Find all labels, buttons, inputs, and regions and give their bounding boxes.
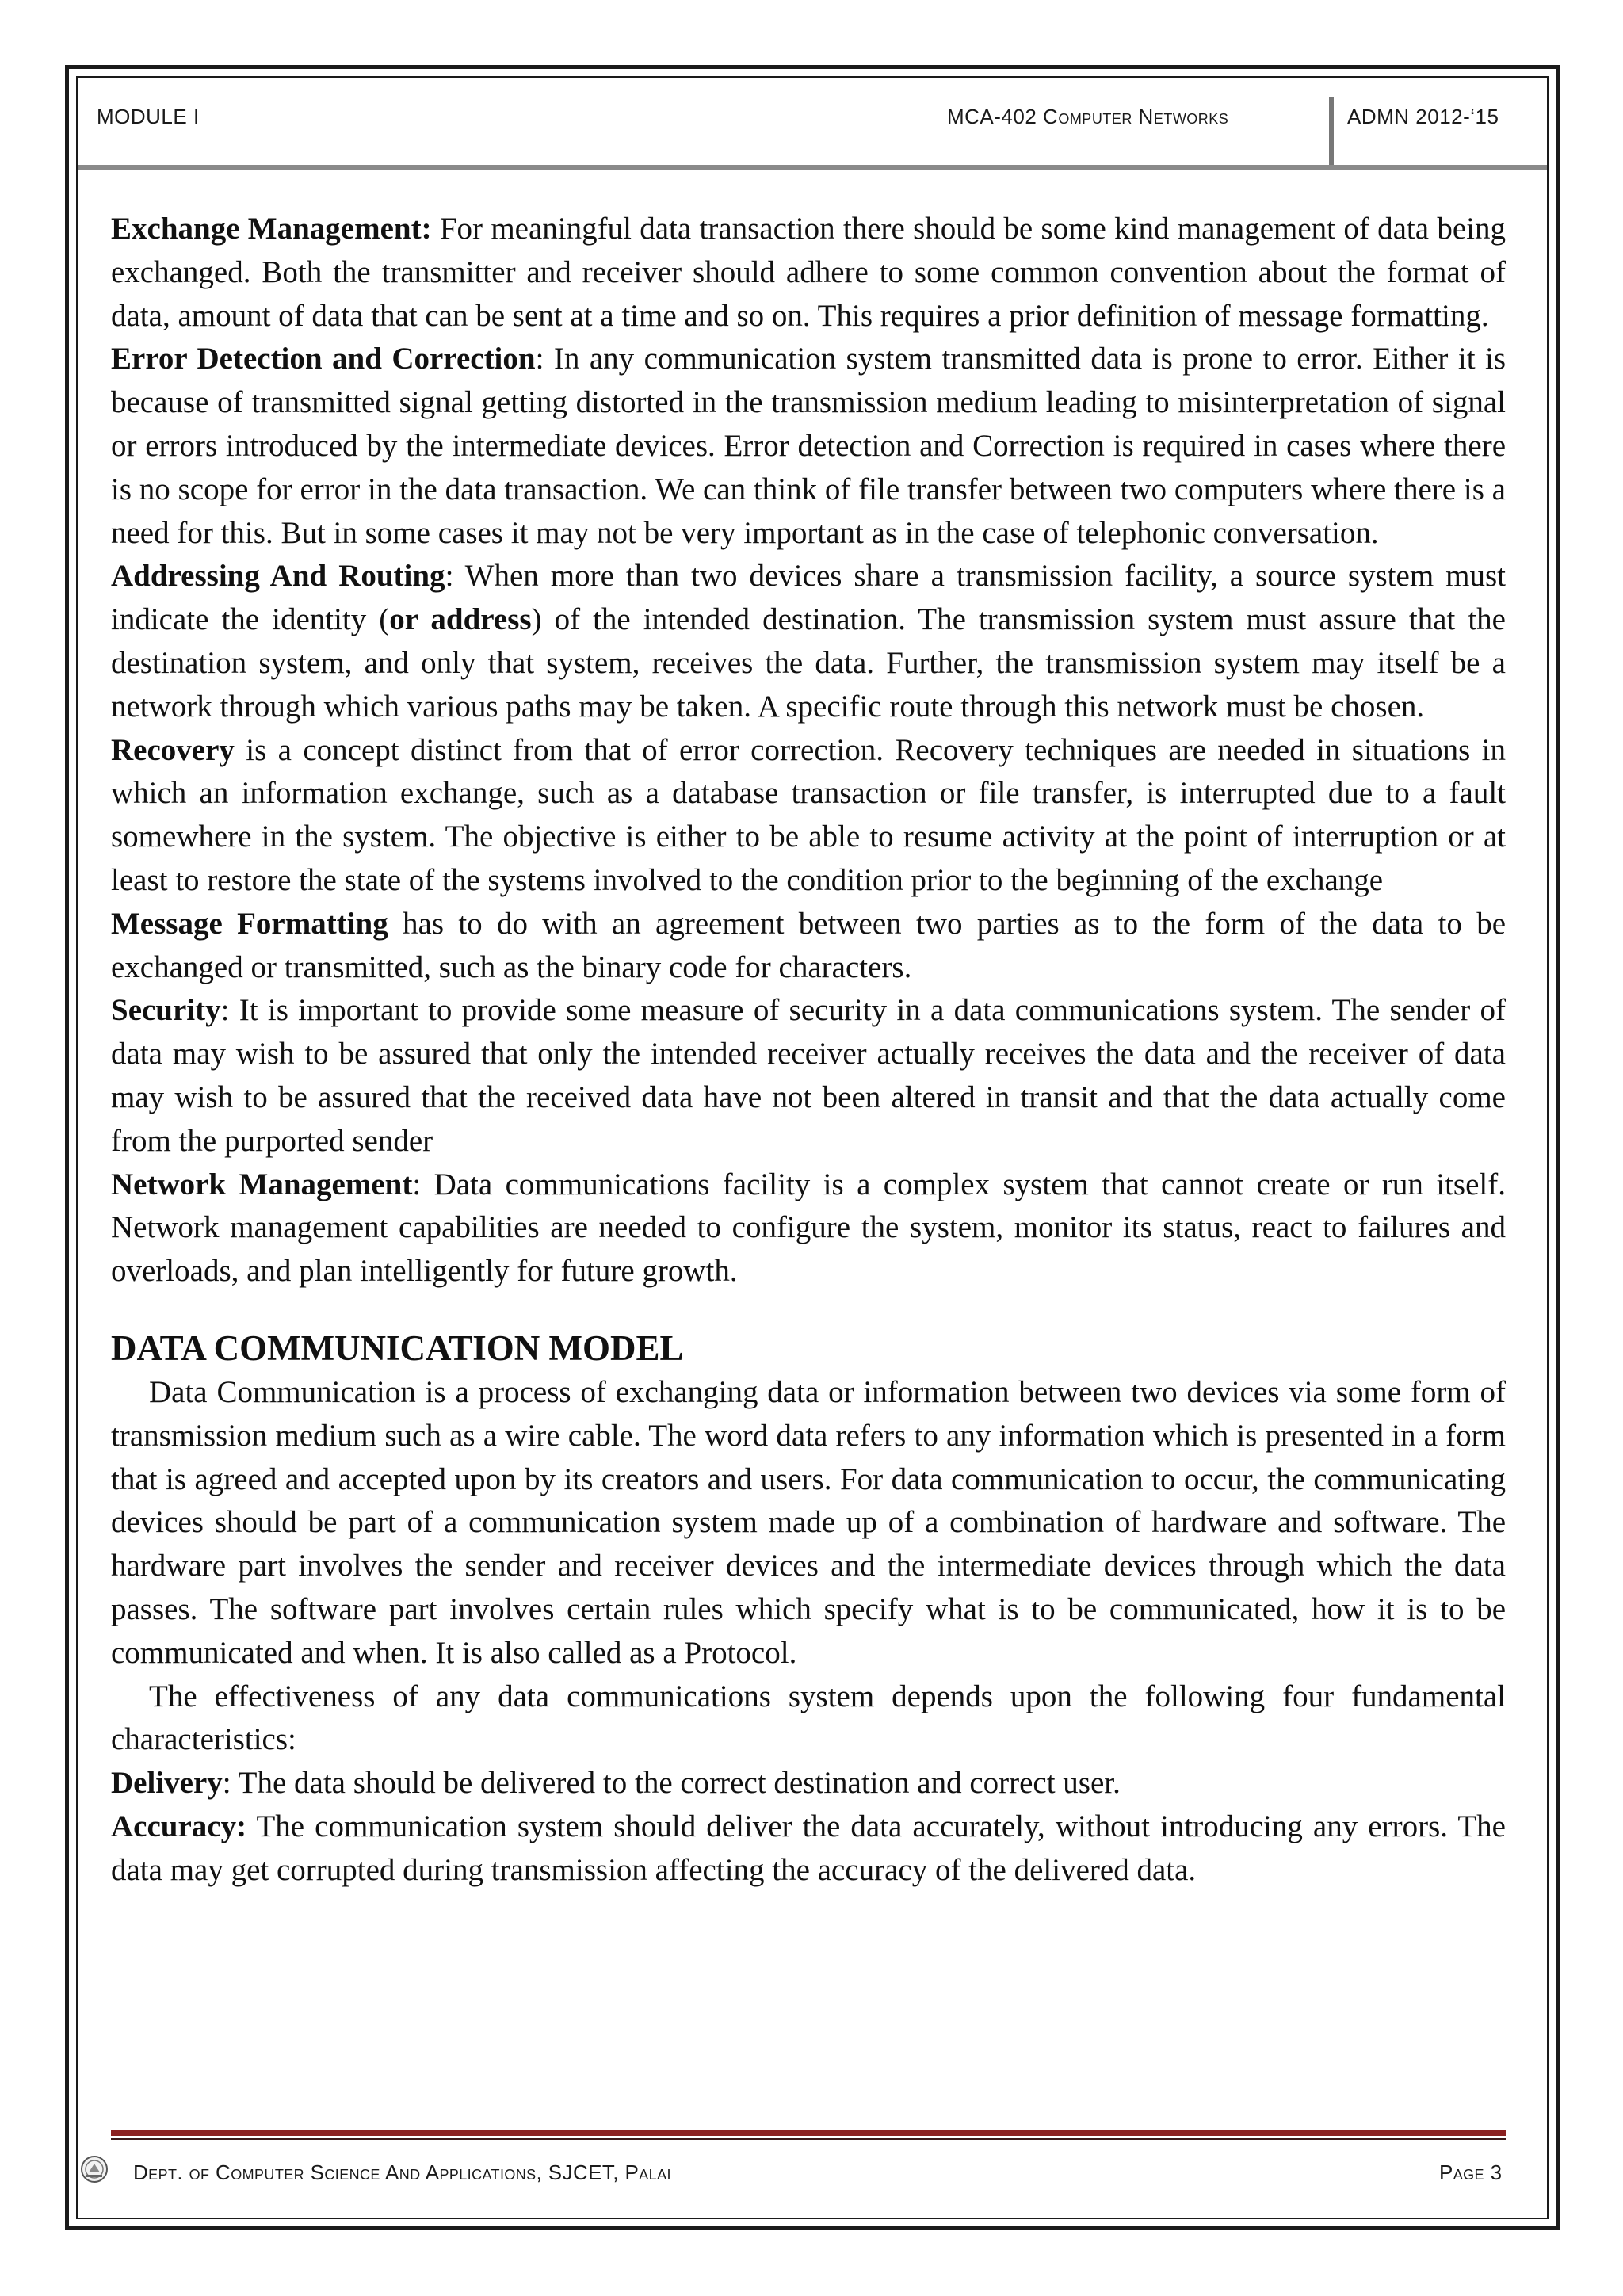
term-error-detection: Error Detection and Correction — [111, 342, 536, 376]
page-body — [111, 208, 1506, 1892]
para-security: Security: It is important to provide some measure of security in a data communications system. The sender of data may wish to be assured that only the intended receiver actually receives the data and the receiver of data may wish to be assured that the received data have not been altered in transit and that the data actually come from the purported sender — [111, 993, 1506, 1158]
header-module: MODULE I — [97, 105, 200, 128]
term-delivery: Delivery — [111, 1766, 223, 1801]
college-seal-icon — [79, 2154, 109, 2184]
para-network-management: Network Management: Data communications facility is a complex system that cannot create or run itself. Network management capabilities are needed to configure the system, monitor its status, react to failures and overloads, and plan intelligently for future growth. — [111, 1167, 1506, 1289]
term-network-management: Network Management — [111, 1167, 413, 1201]
footer-rule — [111, 2130, 1506, 2136]
term-message-formatting: Message Formatting — [111, 906, 388, 941]
term-security: Security — [111, 993, 221, 1028]
para-addressing-routing: Addressing And Routing: When more than two devices share a transmission facility, a source system must indicate the identity (or address) of the intended destination. The transmission system must assure that the destination system, and only that system, receives the data. Further, the transmission system may itself be a network through which various paths may be taken. A specific route through this network must be chosen. — [111, 559, 1506, 724]
para-error-detection: Error Detection and Correction: In any communication system transmitted data is prone to error. Either it is because of transmitted signal getting distorted in the transmission medium leading to misinterpretation of signal or errors introduced by the intermediate devices. Error detection and Correction is required in cases where there is no scope for error in the data transaction. We can think of file transfer between two computers where there is a need for this. But in some cases it may not be very important as in the case of telephonic conversation. — [111, 342, 1506, 550]
term-recovery: Recovery — [111, 732, 235, 767]
footer-rule-thin — [111, 2138, 1506, 2140]
term-accuracy: Accuracy: — [111, 1809, 247, 1843]
para-delivery: Delivery: The data should be delivered to the correct destination and correct user. — [111, 1766, 1121, 1801]
para-data-communication: Data Communication is a process of exchanging data or information between two devices via some form of transmission medium such as a wire cable. The word data refers to any information which is presented in a form that is agreed and accepted upon by its creators and users. For data communication to occur, the communicating devices should be part of a communication system made up of a combination of hardware and software. The hardware part involves the sender and receiver devices and the intermediate devices through which the data passes. The software part involves certain rules which specify what is to be communicated, how it is to be communicated and when. It is also called as a Protocol. — [111, 1374, 1506, 1670]
para-recovery: Recovery is a concept distinct from that of error correction. Recovery techniques are needed in situations in which an information exchange, such as a database transaction or file transfer, is interrupted due to a fault somewhere in the system. The objective is either to be able to resume activity at the point of interruption or at least to restore the state of the systems involved to the condition prior to the beginning of the exchange — [111, 732, 1506, 897]
header-divider — [1329, 97, 1334, 166]
header-rule — [78, 165, 1547, 170]
footer-dept: Dept. of Computer Science And Applications, SJCET, Palai — [133, 2160, 671, 2184]
term-exchange-management: Exchange Management: — [111, 212, 432, 246]
emph-or-address: or address — [389, 602, 532, 637]
para-exchange-management: Exchange Management: For meaningful data transaction there should be some kind management of data being exchanged. Both the transmitter and receiver should adhere to some common convention about the format of data, amount of data that can be sent at a time and so on. This requires a prior definition of message formatting. — [111, 212, 1506, 333]
para-accuracy: Accuracy: The communication system should deliver the data accurately, without introducing any errors. The data may get corrupted during transmission affecting the accuracy of the delivered data. — [111, 1809, 1506, 1887]
header-course: MCA-402 Computer Networks — [947, 105, 1229, 128]
para-effectiveness: The effectiveness of any data communications system depends upon the following four fundamental characteristics: — [111, 1679, 1506, 1757]
term-addressing-routing: Addressing And Routing — [111, 559, 445, 594]
para-message-formatting: Message Formatting has to do with an agreement between two parties as to the form of the data to be exchanged or transmitted, such as the binary code for characters. — [111, 906, 1507, 984]
header-admn: ADMN 2012-‘15 — [1347, 105, 1499, 128]
footer-page: Page 3 — [1439, 2160, 1503, 2184]
section-heading: DATA COMMUNICATION MODEL — [111, 1328, 684, 1368]
